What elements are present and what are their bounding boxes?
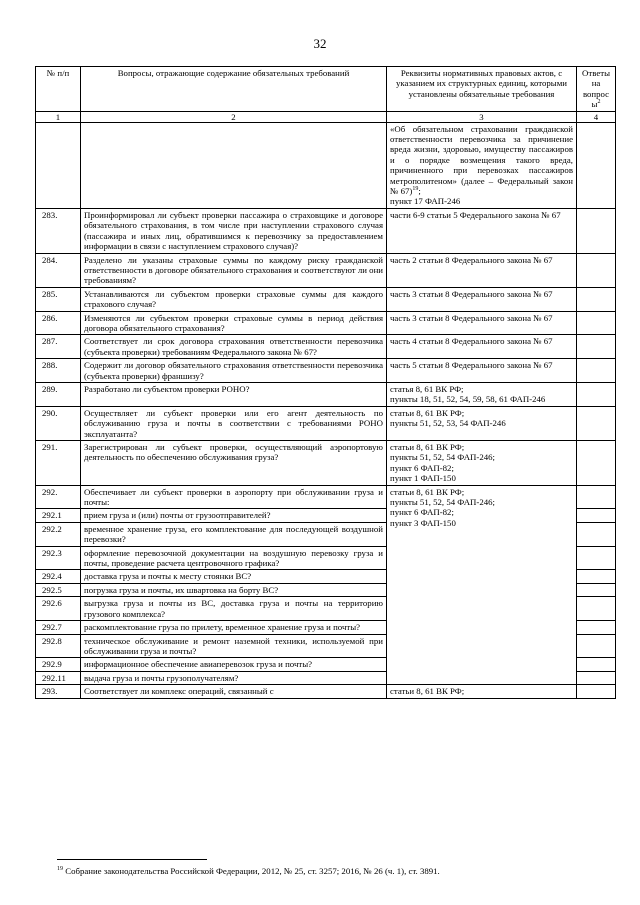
reference-text: статьи 8, 61 ВК РФ; <box>390 686 465 697</box>
row-number: 292.6 <box>36 597 81 621</box>
row-number <box>36 122 81 208</box>
row-number: 284. <box>36 253 81 287</box>
row-number: 292.11 <box>36 671 81 684</box>
row-references <box>387 441 577 486</box>
footnote-text: Собрание законодательства Российской Федерации, 2012, № 25, ст. 3257; 2016, № 26 (ч. 1), ст. 3891. <box>65 866 440 876</box>
row-question: оформление перевозочной документации на воздушную перевозку груза и почты, проведение расчета центровочного графика? <box>81 546 387 570</box>
table-row <box>36 685 616 698</box>
reference-line <box>390 394 573 404</box>
row-answer[interactable] <box>577 509 616 522</box>
row-answer[interactable] <box>577 485 616 509</box>
row-number: 289. <box>36 382 81 406</box>
index-cell: 2 <box>81 111 387 122</box>
row-question: выгрузка груза и почты из ВС, доставка груза и почты на территорию грузового комплекса? <box>81 597 387 621</box>
page-number: 32 <box>313 36 327 51</box>
reference-line <box>390 408 573 418</box>
row-references <box>387 685 577 698</box>
row-answer[interactable] <box>577 570 616 583</box>
row-number: 288. <box>36 359 81 383</box>
reference-footnote-mark: 19 <box>412 186 419 193</box>
row-number: 285. <box>36 287 81 311</box>
row-question: Зарегистрирован ли субъект проверки, осуществляющий аэропортовую деятельность по обеспечению обслуживания груза? <box>81 441 387 486</box>
row-answer[interactable] <box>577 685 616 698</box>
reference-text: пункты 51, 52, 53, 54 ФАП-246 <box>390 418 506 429</box>
requirements-table <box>35 66 616 699</box>
reference-line <box>390 336 573 346</box>
reference-text: пункты 51, 52, 54 ФАП-246; <box>390 452 495 463</box>
row-number: 293. <box>36 685 81 698</box>
reference-text: статьи 8, 61 ВК РФ; <box>390 486 465 497</box>
header-num: № п/п <box>36 67 81 112</box>
row-answer[interactable] <box>577 253 616 287</box>
reference-line <box>390 452 573 462</box>
reference-text: часть 3 статьи 8 Федерального закона № 67 <box>390 288 553 299</box>
row-number: 291. <box>36 441 81 486</box>
footnote <box>57 866 617 876</box>
row-answer[interactable] <box>577 359 616 383</box>
reference-line <box>390 463 573 473</box>
table-row <box>36 406 616 440</box>
reference-text: «Об обязательном страховании гражданской ответственности перевозчика за причинение вреда жизни, здоровью, имуществу пассажиров и о порядке возмещения такого вреда, причиненного при перевозках пассажиров метрополитеном» (далее – Федеральный закон № 67) <box>390 123 573 197</box>
reference-line <box>390 497 573 507</box>
reference-line <box>390 442 573 452</box>
reference-text: части 6-9 статьи 5 Федерального закона № 67 <box>390 209 561 220</box>
row-answer[interactable] <box>577 671 616 684</box>
row-question: Проинформировал ли субъект проверки пассажира о страховщике и договоре обязательного страхования, в том числе при наступлении страхового случая (пассажира и иных лиц, обратившимся к перевозчику за предоставлением информации в связи с наступлением страхового случая)? <box>81 208 387 253</box>
row-question: информационное обеспечение авиаперевозок груза и почты? <box>81 658 387 671</box>
row-references <box>387 359 577 383</box>
index-cell: 4 <box>577 111 616 122</box>
reference-text: пункт 3 ФАП-150 <box>390 517 456 528</box>
reference-text: часть 2 статьи 8 Федерального закона № 67 <box>390 254 553 265</box>
row-question: Осуществляет ли субъект проверки или его агент деятельность по обслуживанию груза и почты в соответствии с требованиями РОНО эксплуатанта? <box>81 406 387 440</box>
row-answer[interactable] <box>577 583 616 596</box>
index-cell: 3 <box>387 111 577 122</box>
table-row <box>36 382 616 406</box>
row-question: техническое обслуживание и ремонт наземной техники, используемой при обслуживании груза и почты? <box>81 634 387 658</box>
row-answer[interactable] <box>577 406 616 440</box>
table-row <box>36 335 616 359</box>
header-question: Вопросы, отражающие содержание обязательных требований <box>81 67 387 112</box>
row-number: 292.4 <box>36 570 81 583</box>
reference-text: статьи 8, 61 ВК РФ; <box>390 407 465 418</box>
row-number: 292.5 <box>36 583 81 596</box>
row-answer[interactable] <box>577 441 616 486</box>
row-number: 283. <box>36 208 81 253</box>
reference-text: пункт 6 ФАП-82; <box>390 507 454 518</box>
reference-text: пункт 1 ФАП-150 <box>390 473 456 484</box>
row-question: Устанавливаются ли субъектом проверки страховые суммы для каждого страхового случая? <box>81 287 387 311</box>
row-question: раскомплектование груза по прилету, временное хранение груза и почты? <box>81 621 387 634</box>
row-question: погрузка груза и почты, их швартовка на борту ВС? <box>81 583 387 596</box>
reference-line <box>390 384 573 394</box>
reference-line <box>390 313 573 323</box>
reference-line: «Об обязательном страховании гражданской ответственности перевозчика за причинение вреда жизни, здоровью, имуществу пассажиров и о порядке возмещения такого вреда, причиненного при перевозках пассажиров метрополитеном» (далее – Федеральный закон № 67)$^{19}$; <box>390 123 573 197</box>
reference-text: пункты 51, 52, 54 ФАП-246; <box>390 497 495 508</box>
reference-line <box>390 418 573 428</box>
row-question <box>81 122 387 208</box>
row-question: Содержит ли договор обязательного страхования ответственности перевозчика (субъекта проверки) франшизу? <box>81 359 387 383</box>
reference-text: часть 3 статьи 8 Федерального закона № 67 <box>390 312 553 323</box>
reference-text: пункты 18, 51, 52, 54, 59, 58, 61 ФАП-246 <box>390 394 546 405</box>
row-answer[interactable] <box>577 287 616 311</box>
row-answer[interactable] <box>577 208 616 253</box>
table-row <box>36 311 616 335</box>
reference-line <box>390 210 573 220</box>
row-question: Разделено ли указаны страховые суммы по каждому риску гражданской ответственности в договоре обязательного страхования и соответствуют ли они требованиям? <box>81 253 387 287</box>
row-references <box>387 122 577 208</box>
row-number: 292.9 <box>36 658 81 671</box>
index-row <box>36 111 616 122</box>
row-answer[interactable] <box>577 311 616 335</box>
row-question: прием груза и (или) почты от грузоотправителей? <box>81 509 387 522</box>
header-refs: Реквизиты нормативных правовых актов, с указанием их структурных единиц, которыми установлены обязательные требования <box>387 67 577 112</box>
row-number: 286. <box>36 311 81 335</box>
header-answer-label: Ответы на вопросы <box>582 68 610 110</box>
row-answer[interactable] <box>577 634 616 658</box>
reference-line <box>390 686 573 696</box>
reference-text: часть 4 статьи 8 Федерального закона № 67 <box>390 336 553 347</box>
row-number: 292.2 <box>36 522 81 546</box>
row-answer[interactable] <box>577 597 616 621</box>
reference-line <box>390 289 573 299</box>
header-answer-mark: 2 <box>597 99 601 106</box>
reference-text: статья 8, 61 ВК РФ; <box>390 383 464 394</box>
row-references <box>387 406 577 440</box>
row-question: временное хранение груза, его комплектование для последующей воздушной перевозки? <box>81 522 387 546</box>
row-question: Обеспечивает ли субъект проверки в аэропорту при обслуживании груза и почты: <box>81 485 387 509</box>
reference-line <box>390 360 573 370</box>
row-references <box>387 485 577 685</box>
row-question: выдача груза и почты грузополучателям? <box>81 671 387 684</box>
reference-line <box>390 196 573 206</box>
row-question: Соответствует ли срок договора страхования ответственности перевозчика (субъекта проверки) требованиям Федерального закона № 67? <box>81 335 387 359</box>
table-row <box>36 287 616 311</box>
row-question: Разработано ли субъектом проверки РОНО? <box>81 382 387 406</box>
row-number: 292.8 <box>36 634 81 658</box>
reference-text: пункт 17 ФАП-246 <box>390 196 461 207</box>
reference-line <box>390 487 573 497</box>
reference-line <box>390 255 573 265</box>
table-row <box>36 359 616 383</box>
header-answer <box>577 67 616 112</box>
row-references <box>387 287 577 311</box>
row-references <box>387 311 577 335</box>
row-answer[interactable] <box>577 382 616 406</box>
row-references <box>387 335 577 359</box>
row-number: 290. <box>36 406 81 440</box>
row-references <box>387 382 577 406</box>
row-number: 292.3 <box>36 546 81 570</box>
row-answer[interactable] <box>577 621 616 634</box>
reference-line <box>390 473 573 483</box>
row-question: Соответствует ли комплекс операций, связанный с <box>81 685 387 698</box>
table-row <box>36 485 616 509</box>
row-answer[interactable] <box>577 522 616 546</box>
footnote-mark: 19 <box>57 866 63 873</box>
row-references <box>387 253 577 287</box>
row-number: 292.7 <box>36 621 81 634</box>
row-number: 287. <box>36 335 81 359</box>
footnote-divider <box>57 859 207 860</box>
reference-text: статьи 8, 61 ВК РФ; <box>390 442 465 452</box>
header-row <box>36 67 616 112</box>
reference-text: пункт 6 ФАП-82; <box>390 462 454 473</box>
index-cell: 1 <box>36 111 81 122</box>
row-number: 292.1 <box>36 509 81 522</box>
row-answer[interactable] <box>577 122 616 208</box>
table-row <box>36 122 616 208</box>
reference-line <box>390 518 573 528</box>
row-question: Изменяются ли субъектом проверки страховые суммы в период действия договора обязательного страхования? <box>81 311 387 335</box>
row-number: 292. <box>36 485 81 509</box>
reference-text: часть 5 статьи 8 Федерального закона № 67 <box>390 360 553 371</box>
row-question: доставка груза и почты к месту стоянки ВС? <box>81 570 387 583</box>
table-row <box>36 253 616 287</box>
row-answer[interactable] <box>577 658 616 671</box>
reference-line <box>390 507 573 517</box>
table-row <box>36 441 616 486</box>
row-answer[interactable] <box>577 546 616 570</box>
row-references <box>387 208 577 253</box>
table-row <box>36 208 616 253</box>
row-answer[interactable] <box>577 335 616 359</box>
